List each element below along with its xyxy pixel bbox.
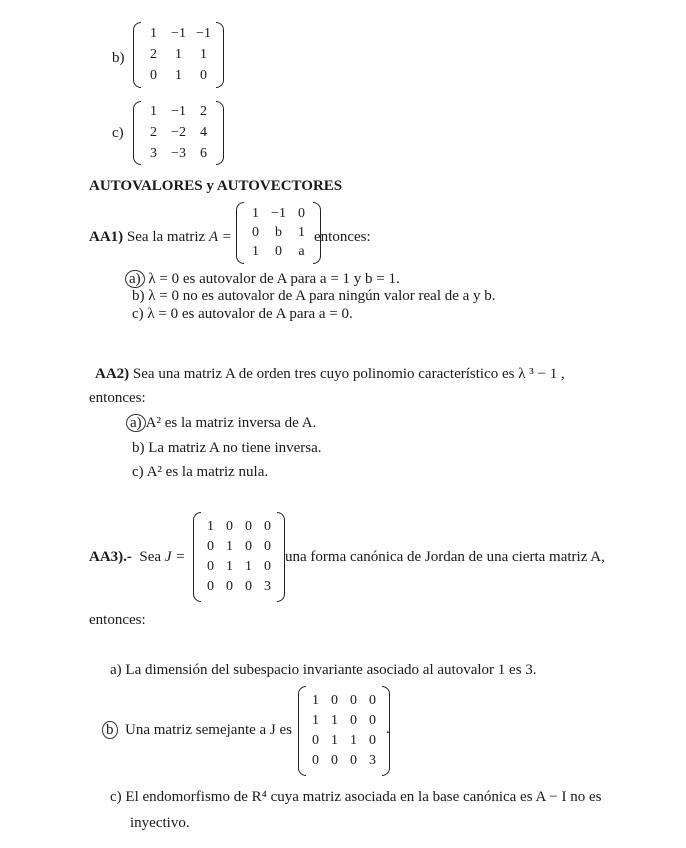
matrix-cell: 1 [175,68,182,83]
matrix-cell: 1 [252,206,259,221]
matrix-cell: 3 [150,146,157,161]
aa1-option-c-text: λ = 0 es autovalor de A para a = 0. [147,306,353,322]
matrix-cell: 1 [245,559,252,574]
matrix-cell: 1 [226,539,233,554]
matrix-cell: 0 [350,693,357,708]
matrix-cell: 2 [150,125,157,140]
aa3-tail: una forma canónica de Jordan de una cierta matriz A, [285,549,605,565]
matrix-option-b [298,686,390,776]
aa3-lead: Sea [139,549,162,565]
matrix-cell: 0 [298,206,305,221]
aa3-option-b-text: Una matriz semejante a J es [125,722,293,738]
matrix-cell: 1 [207,519,214,534]
matrix-cell: 0 [207,539,214,554]
matrix-cell: 2 [200,104,207,119]
aa3-option-c-line1: c) El endomorfismo de R⁴ cuya matriz asociada en la base canónica es A − I no es [110,789,602,805]
aa2-question [95,366,565,383]
option-b-label: b) [112,50,125,66]
option-c-label: c) [112,125,124,141]
matrix-cell: a [298,244,305,259]
matrix-cell: −3 [171,146,186,161]
matrix-cell: 1 [150,104,157,119]
matrix-cell: 0 [226,519,233,534]
matrix-cell: 1 [200,47,207,62]
aa2-cont: entonces: [89,390,146,406]
matrix-cell: 0 [200,68,207,83]
matrix-cell: 0 [275,244,282,259]
matrix-cell: 0 [331,753,338,768]
aa3-var: J = [164,549,186,565]
matrix-cell: 0 [245,539,252,554]
matrix-cell: 0 [369,713,376,728]
matrix-cell: 0 [226,579,233,594]
option-b-period: . [386,721,390,737]
matrix-cell: b [275,225,282,240]
matrix-cell: −1 [196,26,211,41]
aa1-option-a [125,270,400,288]
matrix-cell: 0 [264,519,271,534]
aa1-option-b-text: λ = 0 no es autovalor de A para ningún valor real de a y b. [148,288,496,304]
aa3-number: AA3).- [89,549,132,565]
matrix-cell: 0 [245,579,252,594]
matrix-cell: 0 [350,753,357,768]
aa1-option-c-label: c) [132,306,144,322]
matrix-cell: 1 [350,733,357,748]
matrix-cell: 1 [226,559,233,574]
matrix-cell: 1 [252,244,259,259]
aa3-option-b [102,721,292,739]
matrix-cell: 1 [175,47,182,62]
matrix-cell: 0 [264,539,271,554]
aa3-cont: entonces: [89,612,146,628]
aa2-text: Sea una matriz A de orden tres cuyo polinomio característico es λ ³ − 1 , [132,366,565,382]
aa3-option-a: a) La dimensión del subespacio invariante asociado al autovalor 1 es 3. [110,662,537,678]
matrix-cell: 1 [331,713,338,728]
matrix-b [133,22,224,88]
matrix-cell: 1 [298,225,305,240]
aa1-lead: Sea la matriz [126,229,206,245]
matrix-cell: 0 [312,733,319,748]
matrix-cell: 6 [200,146,207,161]
aa1-option-b-label: b) [132,288,145,304]
aa2-number: AA2) [95,366,130,382]
aa1-number: AA1) [89,229,124,245]
matrix-cell: 0 [369,693,376,708]
matrix-cell: −2 [171,125,186,140]
matrix-cell: 0 [331,693,338,708]
aa1-tail: entonces: [314,229,371,245]
matrix-cell: 1 [312,693,319,708]
aa1-option-b [132,288,496,305]
matrix-cell: 0 [252,225,259,240]
matrix-cell: 0 [264,559,271,574]
aa3-question [89,549,185,566]
matrix-cell: 0 [207,579,214,594]
matrix-cell: 0 [150,68,157,83]
matrix-cell: 3 [264,579,271,594]
matrix-cell: −1 [271,206,286,221]
matrix-c [133,101,224,165]
matrix-cell: 4 [200,125,207,140]
selected-answer-circle: a) [125,270,145,288]
selected-answer-circle: a) [126,414,146,432]
matrix-j [193,512,285,602]
matrix-cell: −1 [171,104,186,119]
section-title: AUTOVALORES y AUTOVECTORES [89,178,343,194]
aa1-option-a-text: λ = 0 es autovalor de A para a = 1 y b = 1. [148,271,400,287]
matrix-cell: 3 [369,753,376,768]
matrix-cell: 0 [369,733,376,748]
matrix-cell: −1 [171,26,186,41]
matrix-cell: 0 [207,559,214,574]
aa2-option-a-text: A² es la matriz inversa de A. [145,415,317,431]
selected-answer-circle: b [102,721,118,739]
matrix-cell: 1 [150,26,157,41]
matrix-cell: 1 [312,713,319,728]
aa2-option-b: b) La matriz A no tiene inversa. [132,440,322,456]
aa1-question [89,229,232,246]
matrix-aa1 [236,202,321,264]
aa1-option-c [132,306,353,323]
matrix-cell: 0 [312,753,319,768]
aa2-option-c: c) A² es la matriz nula. [132,464,269,480]
matrix-cell: 2 [150,47,157,62]
aa2-option-a [126,414,316,432]
matrix-cell: 1 [331,733,338,748]
matrix-cell: 0 [350,713,357,728]
aa1-var: A = [208,229,232,245]
matrix-cell: 0 [245,519,252,534]
aa3-option-c-line2: inyectivo. [130,815,190,831]
